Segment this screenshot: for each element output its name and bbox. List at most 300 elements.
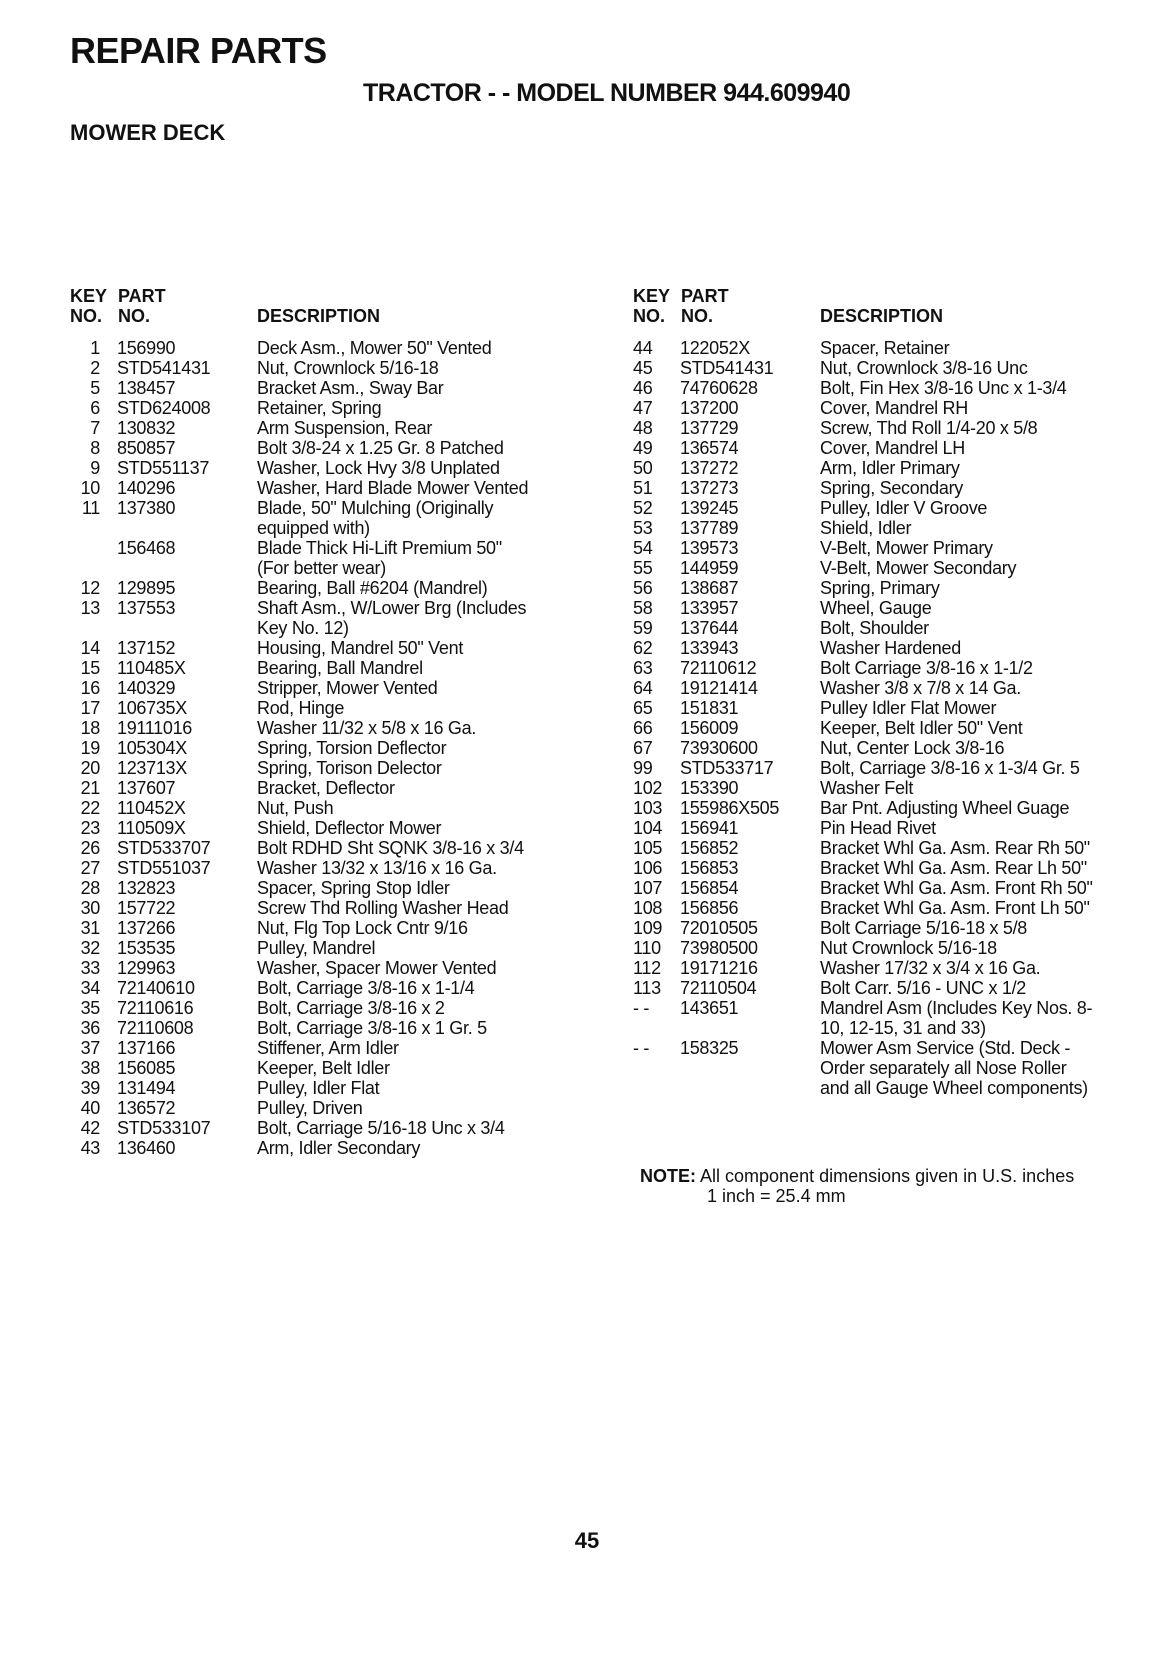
description: Blade, 50" Mulching (Originally [257,498,494,518]
key-header-line2: NO. [633,306,666,326]
table-row [633,818,1153,838]
description: Bracket, Deflector [257,778,395,798]
description: Order separately all Nose Roller [820,1058,1067,1078]
part-no: 105304X [117,738,187,758]
part-no: 72110616 [117,998,194,1018]
key-no: 52 [633,498,653,518]
description: Bolt, Carriage 5/16-18 Unc x 3/4 [257,1118,505,1138]
part-no: 73980500 [680,938,758,958]
key-no: 32 [80,938,100,958]
part-no: STD541431 [117,358,211,378]
note-line1: All component dimensions given in U.S. inches [700,1166,1075,1186]
part-no: 133957 [680,598,739,618]
description: Housing, Mandrel 50" Vent [257,638,464,658]
table-row [633,978,1153,998]
table-row [633,578,1153,598]
description: Bolt 3/8-24 x 1.25 Gr. 8 Patched [257,438,504,458]
description: Shaft Asm., W/Lower Brg (Includes [257,598,527,618]
description: Nut, Push [257,798,334,818]
key-no: 20 [80,758,100,778]
key-no: 43 [80,1138,100,1158]
description: Bolt, Carriage 3/8-16 x 1 Gr. 5 [257,1018,487,1038]
part-no: STD551037 [117,858,211,878]
table-row [633,998,1153,1018]
key-no: 28 [80,878,100,898]
page-number: 45 [574,1528,600,1553]
key-no: 17 [80,698,100,718]
description: Washer Hardened [820,638,961,658]
table-row [70,378,590,398]
part-header-line1: PART [681,286,729,306]
table-row [70,1078,590,1098]
part-no: 131494 [117,1078,176,1098]
part-no: 106735X [117,698,187,718]
description: V-Belt, Mower Primary [820,538,993,558]
dimension-note [640,1166,1160,1206]
table-row [70,1098,590,1118]
left-rows [70,338,590,1158]
key-header-line1: KEY [70,286,108,306]
key-no: 34 [80,978,100,998]
description-header: DESCRIPTION [820,306,944,326]
table-row [633,958,1153,978]
description: Spring, Torison Delector [257,758,442,778]
key-no: 51 [633,478,653,498]
table-row [70,358,590,378]
key-no: 67 [633,738,653,758]
key-no: 66 [633,718,653,738]
part-no: 156856 [680,898,739,918]
description: Pulley, Mandrel [257,938,376,958]
table-row [633,778,1153,798]
part-no: 850857 [117,438,176,458]
description: Spring, Primary [820,578,940,598]
key-no: 108 [633,898,663,918]
table-row [633,638,1153,658]
key-no: 38 [80,1058,100,1078]
description: Cover, Mandrel LH [820,438,965,458]
part-no: 72140610 [117,978,195,998]
key-no: 6 [90,398,100,418]
table-row [633,658,1153,678]
part-no: 137789 [680,518,739,538]
description: equipped with) [257,518,370,538]
description: Spacer, Retainer [820,338,950,358]
description: Pulley Idler Flat Mower [820,698,997,718]
description: Bar Pnt. Adjusting Wheel Guage [820,798,1070,818]
part-no: STD533107 [117,1118,211,1138]
table-row [70,1138,590,1158]
part-no: 110452X [117,798,186,818]
table-row [70,958,590,978]
part-no: 137607 [117,778,176,798]
table-header [633,286,1153,334]
table-row [633,1078,1153,1098]
description: Washer Felt [820,778,914,798]
key-no: 59 [633,618,653,638]
part-no: 137380 [117,498,176,518]
table-row [633,498,1153,518]
part-no: STD533717 [680,758,774,778]
description: Bolt, Fin Hex 3/8-16 Unc x 1-3/4 [820,378,1067,398]
description: Washer 3/8 x 7/8 x 14 Ga. [820,678,1021,698]
part-no: 156852 [680,838,739,858]
description: Shield, Deflector Mower [257,818,442,838]
key-no: 11 [81,498,100,518]
note-line2: 1 inch = 25.4 mm [707,1186,846,1206]
table-row [633,438,1153,458]
key-no: 103 [633,798,663,818]
part-no: 130832 [117,418,176,438]
key-no: 9 [90,458,100,478]
part-no: 136572 [117,1098,176,1118]
description: Bolt, Carriage 3/8-16 x 1-3/4 Gr. 5 [820,758,1080,778]
part-no: 136460 [117,1138,176,1158]
key-no: 35 [80,998,100,1018]
part-no: 73930600 [680,738,758,758]
key-no: 5 [90,378,100,398]
description: Washer, Lock Hvy 3/8 Unplated [257,458,500,478]
part-no: 153535 [117,938,176,958]
description: Pin Head Rivet [820,818,936,838]
part-no: 72110504 [680,978,757,998]
key-no: 14 [80,638,100,658]
key-no: 50 [633,458,653,478]
description: Bracket Whl Ga. Asm. Front Lh 50" [820,898,1090,918]
table-row [70,858,590,878]
table-row [633,398,1153,418]
description: Washer 11/32 x 5/8 x 16 Ga. [257,718,477,738]
part-no: 156854 [680,878,739,898]
key-no: 26 [80,838,100,858]
description: Deck Asm., Mower 50" Vented [257,338,492,358]
key-no: 36 [80,1018,100,1038]
part-no: 156853 [680,858,739,878]
description: Bearing, Ball Mandrel [257,658,423,678]
key-no: 99 [633,758,653,778]
table-row [633,898,1153,918]
part-no: 72110612 [680,658,757,678]
part-no: 136574 [680,438,739,458]
part-no: 137272 [680,458,739,478]
part-header-line1: PART [118,286,166,306]
description: Keeper, Belt Idler 50" Vent [820,718,1023,738]
part-no: 157722 [117,898,176,918]
part-no: 158325 [680,1038,739,1058]
part-no: 132823 [117,878,176,898]
table-row [633,538,1153,558]
note-label: NOTE: [640,1166,696,1186]
key-no: 53 [633,518,653,538]
part-no: 110509X [117,818,186,838]
parts-table-right [633,286,1153,1098]
key-no: 56 [633,578,653,598]
description: Arm, Idler Secondary [257,1138,421,1158]
part-header-line2: NO. [681,306,714,326]
table-row [70,458,590,478]
key-no: 112 [633,958,661,978]
table-row [70,898,590,918]
description: Bolt, Shoulder [820,618,929,638]
table-row [633,838,1153,858]
key-no: 22 [80,798,100,818]
description: Bolt, Carriage 3/8-16 x 1-1/4 [257,978,475,998]
part-no: 138687 [680,578,739,598]
description: Mandrel Asm (Includes Key Nos. 8- [820,998,1093,1018]
description: Pulley, Idler Flat [257,1078,380,1098]
table-row [70,558,590,578]
key-no: 31 [80,918,100,938]
part-no: 122052X [680,338,750,358]
description: Bracket Whl Ga. Asm. Rear Lh 50" [820,858,1087,878]
description: Shield, Idler [820,518,912,538]
key-no: 47 [633,398,653,418]
table-row [70,878,590,898]
description: (For better wear) [257,558,386,578]
table-row [70,798,590,818]
table-row [633,1018,1153,1038]
table-row [633,458,1153,478]
table-row [633,918,1153,938]
part-no: 140296 [117,478,176,498]
table-row [633,418,1153,438]
page-title: REPAIR PARTS [70,30,327,71]
key-no: 8 [90,438,100,458]
description: Retainer, Spring [257,398,382,418]
key-no: 21 [80,778,100,798]
description: Stiffener, Arm Idler [257,1038,399,1058]
description: Key No. 12) [257,618,349,638]
key-no: 15 [80,658,100,678]
table-row [70,818,590,838]
description: Wheel, Gauge [820,598,932,618]
key-no: 18 [80,718,100,738]
table-row [633,518,1153,538]
key-no: 105 [633,838,663,858]
table-row [70,438,590,458]
part-no: 137166 [117,1038,176,1058]
key-no: 37 [80,1038,100,1058]
table-row [633,798,1153,818]
table-row [70,478,590,498]
part-no: 72010505 [680,918,758,938]
description: Nut, Center Lock 3/8-16 [820,738,1005,758]
key-no: 104 [633,818,663,838]
section-heading: MOWER DECK [70,120,226,145]
part-no: 137152 [117,638,176,658]
key-no: 2 [90,358,100,378]
part-no: 139573 [680,538,739,558]
description: Nut Crownlock 5/16-18 [820,938,997,958]
part-no: 129963 [117,958,176,978]
key-no: 58 [633,598,653,618]
part-no: 156941 [680,818,739,838]
model-subtitle: TRACTOR - - MODEL NUMBER 944.609940 [363,79,851,107]
description: Bolt Carriage 3/8-16 x 1-1/2 [820,658,1033,678]
table-row [70,538,590,558]
parts-table-left [70,286,590,1158]
description: Bolt, Carriage 3/8-16 x 2 [257,998,445,1018]
key-no: 12 [80,578,100,598]
description: Nut, Crownlock 3/8-16 Unc [820,358,1028,378]
description: Keeper, Belt Idler [257,1058,390,1078]
key-header-line2: NO. [70,306,103,326]
table-row [633,558,1153,578]
part-no: 151831 [680,698,739,718]
table-row [70,778,590,798]
part-no: 144959 [680,558,739,578]
key-no: 27 [80,858,100,878]
right-rows [633,338,1153,1098]
description: Bracket Asm., Sway Bar [257,378,444,398]
table-row [633,758,1153,778]
table-row [633,378,1153,398]
description: Screw, Thd Roll 1/4-20 x 5/8 [820,418,1038,438]
key-no: 63 [633,658,653,678]
description: Washer, Spacer Mower Vented [257,958,497,978]
table-row [633,1038,1153,1058]
table-row [70,658,590,678]
description: Washer 17/32 x 3/4 x 16 Ga. [820,958,1041,978]
part-no: 156009 [680,718,739,738]
part-no: 156468 [117,538,176,558]
part-no: 137553 [117,598,176,618]
table-row [633,618,1153,638]
description: Rod, Hinge [257,698,345,718]
description: Washer 13/32 x 13/16 x 16 Ga. [257,858,497,878]
key-no: 40 [80,1098,100,1118]
table-row [633,358,1153,378]
description: Bracket Whl Ga. Asm. Front Rh 50" [820,878,1093,898]
table-row [70,498,590,518]
table-row [633,938,1153,958]
table-row [633,678,1153,698]
table-row [70,638,590,658]
key-no: 44 [633,338,653,358]
description: Spacer, Spring Stop Idler [257,878,450,898]
key-no: 33 [80,958,100,978]
key-no: 13 [80,598,100,618]
part-no: 137266 [117,918,176,938]
table-row [70,418,590,438]
part-no: 19111016 [117,718,193,738]
description: Pulley, Idler V Groove [820,498,988,518]
description: Bracket Whl Ga. Asm. Rear Rh 50" [820,838,1090,858]
table-row [70,718,590,738]
key-no: 30 [80,898,100,918]
description: Spring, Secondary [820,478,963,498]
description: 10, 12-15, 31 and 33) [820,1018,986,1038]
part-no: 156085 [117,1058,176,1078]
table-row [70,1038,590,1058]
table-row [70,998,590,1018]
part-no: STD541431 [680,358,774,378]
key-no: 110 [633,938,661,958]
description: Mower Asm Service (Std. Deck - [820,1038,1071,1058]
description: Stripper, Mower Vented [257,678,438,698]
description: Blade Thick Hi-Lift Premium 50" [257,538,502,558]
table-row [633,858,1153,878]
part-no: 155986X505 [680,798,780,818]
part-no: 138457 [117,378,176,398]
table-row [70,1058,590,1078]
key-no: 48 [633,418,653,438]
description: Bearing, Ball #6204 (Mandrel) [257,578,488,598]
table-row [70,1118,590,1138]
key-header-line1: KEY [633,286,671,306]
description: Spring, Torsion Deflector [257,738,447,758]
table-row [70,978,590,998]
key-no: 109 [633,918,663,938]
table-row [70,518,590,538]
key-no: 16 [80,678,100,698]
key-no: 113 [633,978,661,998]
table-row [70,738,590,758]
part-no: 156990 [117,338,176,358]
part-no: 19121414 [680,678,758,698]
part-no: 153390 [680,778,739,798]
table-row [70,398,590,418]
key-no: 62 [633,638,653,658]
key-no: 23 [80,818,100,838]
key-no: 19 [80,738,100,758]
part-no: 74760628 [680,378,758,398]
part-no: 110485X [117,658,186,678]
table-row [70,1018,590,1038]
part-no: 140329 [117,678,176,698]
part-no: 143651 [680,998,739,1018]
description-header: DESCRIPTION [257,306,381,326]
key-no: 64 [633,678,653,698]
description: Arm, Idler Primary [820,458,960,478]
description: Bolt Carr. 5/16 - UNC x 1/2 [820,978,1026,998]
key-no: 102 [633,778,663,798]
key-no: 46 [633,378,653,398]
table-row [633,338,1153,358]
table-row [70,678,590,698]
key-no: 7 [90,418,100,438]
description: Screw Thd Rolling Washer Head [257,898,509,918]
key-no: 65 [633,698,653,718]
part-no: 137273 [680,478,739,498]
description: Nut, Crownlock 5/16-18 [257,358,439,378]
table-row [70,618,590,638]
key-no: 1 [90,338,100,358]
key-no: 54 [633,538,653,558]
description: Nut, Flg Top Lock Cntr 9/16 [257,918,468,938]
table-row [70,758,590,778]
part-no: STD533707 [117,838,211,858]
description: Bolt Carriage 5/16-18 x 5/8 [820,918,1028,938]
part-no: STD624008 [117,398,211,418]
part-no: 137644 [680,618,739,638]
table-row [633,878,1153,898]
key-no: - - [633,998,650,1018]
table-row [70,838,590,858]
part-no: 137729 [680,418,739,438]
part-no: 137200 [680,398,739,418]
table-header [70,286,590,334]
key-no: - - [633,1038,650,1058]
key-no: 107 [633,878,663,898]
key-no: 55 [633,558,653,578]
table-row [633,738,1153,758]
key-no: 49 [633,438,653,458]
part-no: STD551137 [117,458,210,478]
description: Washer, Hard Blade Mower Vented [257,478,529,498]
table-row [70,578,590,598]
key-no: 45 [633,358,653,378]
